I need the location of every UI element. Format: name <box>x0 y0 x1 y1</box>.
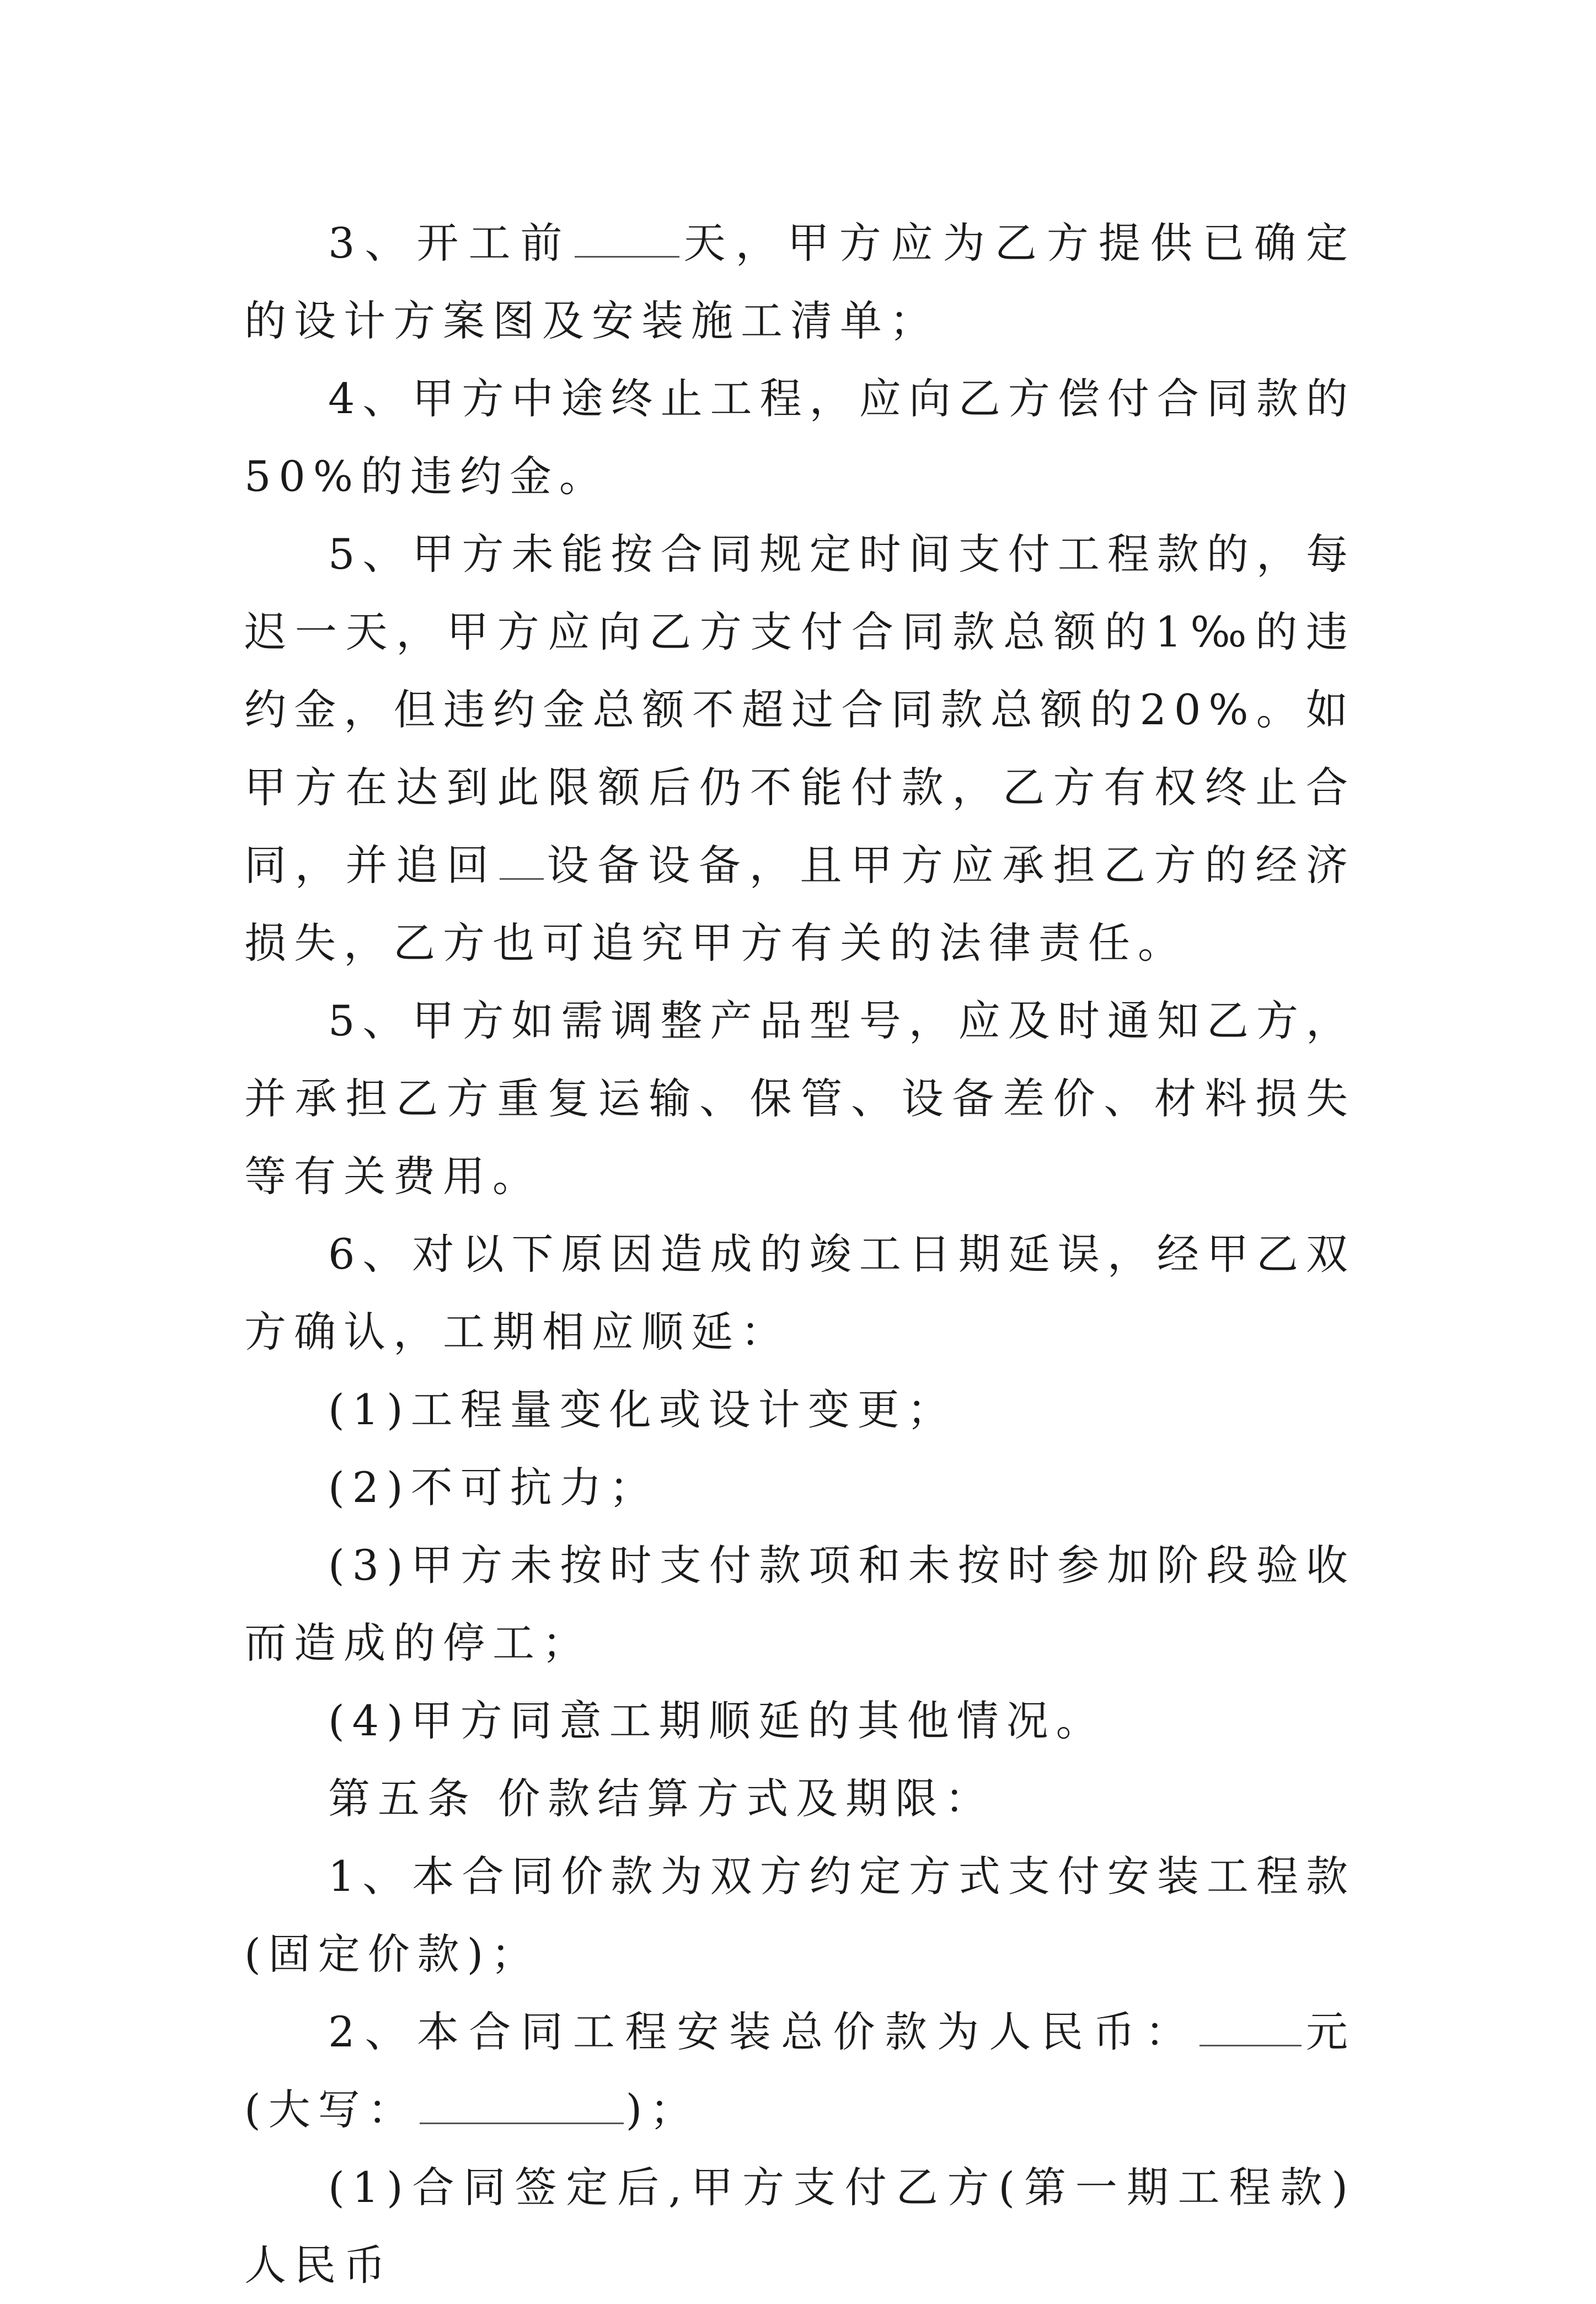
clause-text: 设备设备，且甲方应承担乙方的经济损失，乙方也可追究甲方有关的法律责任。 <box>244 841 1356 967</box>
clause-text: 元(大写： <box>244 2007 1356 2134</box>
blank-equipment <box>500 836 544 880</box>
delay-item-2: (2)不可抗力； <box>328 1463 659 1512</box>
clause-text: )； <box>625 2085 700 2134</box>
document-body <box>244 204 1356 2304</box>
clause-3-start-days <box>244 204 1356 360</box>
article-5-heading: 第五条 价款结算方式及期限： <box>328 1774 995 1823</box>
blank-amount <box>1199 2003 1302 2046</box>
settlement-item-1: 1、本合同价款为双方约定方式支付安装工程款(固定价款)； <box>244 1852 1356 1979</box>
blank-amount-words <box>420 2081 624 2124</box>
clause-text: 天，甲方应为乙方提供已确定的设计方案图及安装施工清单； <box>244 218 1356 345</box>
clause-text: 3、开工前 <box>328 218 572 268</box>
delay-item-3: (3)甲方未按时支付款项和未按时参加阶段验收而造成的停工； <box>244 1541 1356 1667</box>
blank-days <box>575 214 679 258</box>
delay-item-4: (4)甲方同意工期顺延的其他情况。 <box>328 1696 1106 1745</box>
payment-item-1: (1)合同签定后,甲方支付乙方(第一期工程款)人民币 <box>244 2163 1356 2290</box>
delay-item-1: (1)工程量变化或设计变更； <box>328 1385 957 1434</box>
clause-text: 2、本合同工程安装总价款为人民币： <box>328 2007 1197 2056</box>
clause-4-termination: 4、甲方中途终止工程，应向乙方偿付合同款的50%的违约金。 <box>244 374 1356 501</box>
clause-5-late-payment <box>244 515 1356 982</box>
settlement-item-2 <box>244 1993 1356 2148</box>
clause-6-delay: 6、对以下原因造成的竣工日期延误，经甲乙双方确认，工期相应顺延： <box>244 1229 1356 1356</box>
clause-5-model-change: 5、甲方如需调整产品型号，应及时通知乙方，并承担乙方重复运输、保管、设备差价、材料损失等有关费用。 <box>244 996 1356 1201</box>
clause-text: 5、甲方未能按合同规定时间支付工程款的，每迟一天，甲方应向乙方支付合同款总额的1‰的违约金，但违约金总额不超过合同款总额的20%。如甲方在达到此限额后仍不能付款，乙方有权终止合同，并追回 <box>244 530 1356 890</box>
